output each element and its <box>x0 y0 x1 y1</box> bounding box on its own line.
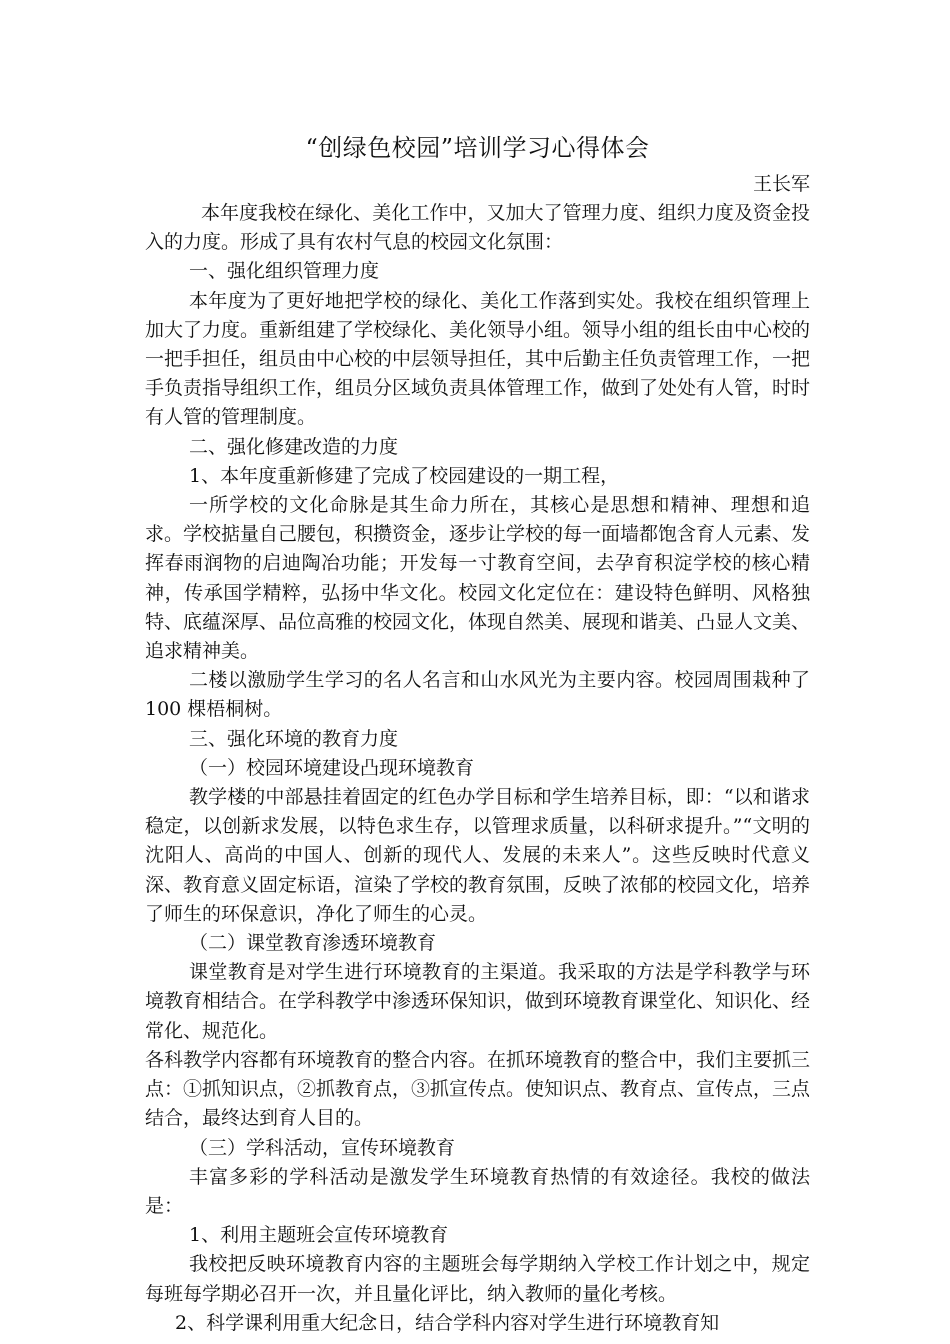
section-heading-2: 二、强化修建改造的力度 <box>189 435 399 458</box>
author-name: 王长军 <box>752 173 810 195</box>
list-item-heading: 1、利用主题班会宣传环境教育 <box>189 1224 449 1247</box>
paragraph: 二楼以激励学生学习的名人名言和山水风光为主要内容。校园周围栽种了 100 棵梧桐树。 <box>145 669 810 721</box>
subsection-heading: （二）课堂教育渗透环境教育 <box>189 932 437 955</box>
section-heading-3: 三、强化环境的教育力度 <box>189 727 399 750</box>
paragraph: 课堂教育是对学生进行环境教育的主渠道。我采取的方法是学科教学与环境教育相结合。在学科教学中渗透环保知识，做到环境教育课堂化、知识化、经常化、规范化。 <box>145 961 811 1042</box>
paragraph: 2、科学课利用重大纪念日，结合学科内容对学生进行环境教育知 <box>175 1311 720 1334</box>
paragraph: 教学楼的中部悬挂着固定的红色办学目标和学生培养目标，即：“以和谐求稳定，以创新求发展，以特色求生存，以管理求质量，以科研求提升。”“文明的沈阳人、高尚的中国人、创新的现代人、发展的未来人”。这些反映时代意义深、教育意义固定标语，渲染了学校的教育氛围，反映了浓郁的校园文化，培养了师生的环保意识，净化了师生的心灵。 <box>145 786 811 925</box>
subsection-heading: （一）校园环境建设凸现环境教育 <box>189 756 475 779</box>
paragraph: 一所学校的文化命脉是其生命力所在，其核心是思想和精神、理想和追求。学校掂量自己腰包，积攒资金，逐步让学校的每一面墙都饱含育人元素、发挥春雨润物的启迪陶冶功能；开发每一寸教育空间，去孕育积淀学校的核心精神，传承国学精粹，弘扬中华文化。校园文化定位在：建设特色鲜明、风格独特、底蕴深厚、品位高雅的校园文化，体现自然美、展现和谐美、凸显人文美、追求精神美。 <box>145 494 811 663</box>
paragraph: 各科教学内容都有环境教育的整合内容。在抓环境教育的整合中，我们主要抓三点：①抓知识点，②抓教育点，③抓宣传点。使知识点、教育点、宣传点，三点结合，最终达到育人目的。 <box>145 1048 811 1130</box>
paragraph: 丰富多彩的学科活动是激发学生环境教育热情的有效途径。我校的做法是： <box>145 1165 810 1217</box>
paragraph: 我校把反映环境教育内容的主题班会每学期纳入学校工作计划之中，规定每班每学期必召开一次，并且量化评比，纳入教师的量化考核。 <box>145 1253 810 1305</box>
subsection-heading: （三）学科活动，宣传环境教育 <box>189 1136 456 1159</box>
paragraph: 1、本年度重新修建了完成了校园建设的一期工程， <box>189 464 620 487</box>
paragraph: 本年度为了更好地把学校的绿化、美化工作落到实处。我校在组织管理上加大了力度。重新组建了学校绿化、美化领导小组。领导小组的组长由中心校的一把手担任，组员由中心校的中层领导担任，其中后勤主任负责管理工作，一把手负责指导组织工作，组员分区域负责具体管理工作，做到了处处有人管，时时有人管的管理制度。 <box>145 289 811 429</box>
document-title: “创绿色校园”培训学习心得体会 <box>305 134 650 162</box>
paragraph-intro: 本年度我校在绿化、美化工作中，又加大了管理力度、组织力度及资金投入的力度。形成了具有农村气息的校园文化氛围： <box>145 202 810 254</box>
document-body <box>145 126 810 1338</box>
section-heading-1: 一、强化组织管理力度 <box>189 260 380 283</box>
